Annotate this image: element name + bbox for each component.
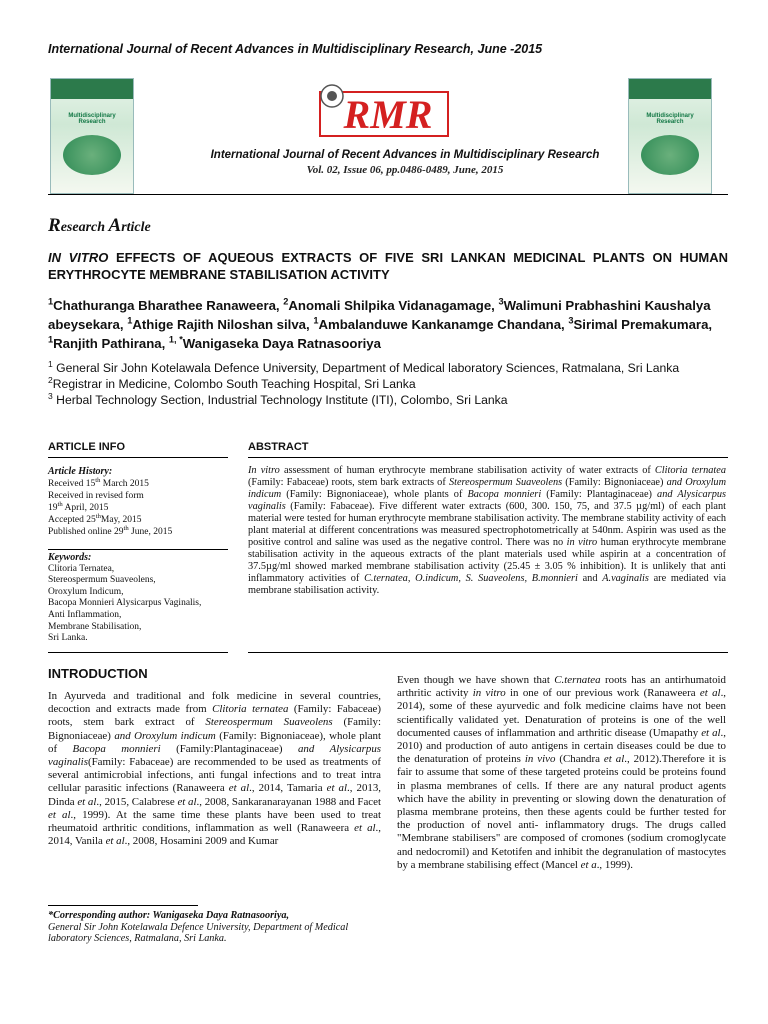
author-name: Chathuranga Bharathee Ranaweera, xyxy=(53,298,284,313)
journal-cover-right xyxy=(628,78,712,194)
keywords-label: Keywords: xyxy=(48,552,92,563)
keyword-item: Oroxylum Indicum, xyxy=(48,586,124,597)
author-name: Walimuni Prabhashini Kaushalya abeysekara, xyxy=(48,298,711,332)
abstract-text: In vitro assessment of human erythrocyte membrane stabilisation activity of water extracts of Clitoria ternatea (Family: Fabaceae) roots, stem bark extracts of Stereospermum Suaveolens (Family: Bignoniaceae) and Oroxylum indicum (Family: Bignoniaceae), whole plants of Bacopa monnieri (Family: Plantaginaceae) and Alysicarpus vaginalis (Family: Fabaceae). Five different water extracts (600, 300. 150, 75, and 37.5 µg/ml) of each plant material were tested for human erythrocyte membrane stabilisation activity. The membrane stability activity of each plant material at different concentrations was measured spectrophotometrically at 540nm. Aspirin was used as the positive control and saline was used as the negative control. There was no in vitro human erythrocyte membrane stabilisation activity in the aqueous extracts of the plant materials used while aspirin at a concentration of 37.5µg/ml showed marked membrane stabilisation activity (25.45 ± 3.05 % inhibition). It is unlikely that anti inflammatory activities of C.ternatea, O.indicum, S. Suaveolens, B.monnieri and A.vaginalis are mediated via membrane stabilisation activity. xyxy=(248,465,727,596)
abstract-bottom-rule xyxy=(248,652,728,653)
history-received: Received 15th March 2015 xyxy=(48,476,149,489)
info-bottom-rule xyxy=(48,652,228,653)
history-accepted: Accepted 25thMay, 2015 xyxy=(48,512,142,525)
cover-left-title: Multidisciplinary Research xyxy=(68,113,116,125)
author-sup: 1, * xyxy=(168,334,183,345)
author-list xyxy=(48,296,738,353)
title-italic: IN VITRO xyxy=(48,250,109,265)
introduction-right-column: Even though we have shown that C.ternatea roots has an antirhumatoid arthritic activity in vitro in one of our previous work (Ranaweera et al., 2014), some of these ayurvedic and folk medicine claims have not been scientifically validated yet. Denaturation of proteins is one of the well documented causes of inflammation and arthritic disease (Umapathy et al., 2010) and production of auto antigens in certain diseases could be due to the denaturation of proteins in vivo (Chandra et al., 2012).Therefore it is fair to assume that some of these targeted proteins could be proteins found in plasma membranes of cells. If there are any natural product agents which have the ability in preventing or slowing down the denaturation of plasma membrane proteins, then these agents could be further tested for the production of novel anti- inflammatory drugs. The drugs called "Membrane stabilisers" are composed of cromones (sodium cromoglycate and nedocromil) and Ketotifen and inhibit the degranulation of mastocytes by a membrane stabilising effect (Mancel et a., 1999). xyxy=(397,674,727,871)
author-sup: 1 xyxy=(48,296,54,307)
paper-title xyxy=(48,249,728,283)
history-revised-date: 19th April, 2015 xyxy=(48,500,109,513)
keyword-item: Bacopa Monnieri Alysicarpus Vaginalis, xyxy=(48,598,202,609)
logo-text: RMR xyxy=(343,92,433,137)
section-a: A xyxy=(108,215,122,236)
journal-title: International Journal of Recent Advances in Multidisciplinary Research xyxy=(210,149,600,161)
author-name: Ambalanduwe Kankanamge Chandana, xyxy=(318,317,569,332)
author-sup: 1 xyxy=(313,315,319,326)
keyword-item: Clitoria Ternatea, xyxy=(48,563,115,574)
keyword-item: Stereospermum Suaveolens, xyxy=(48,575,156,586)
journal-volume: Vol. 02, Issue 06, pp.0486-0489, June, 2015 xyxy=(306,164,504,176)
introduction-heading: INTRODUCTION xyxy=(48,666,148,681)
author-name: Sirimal Premakumara, xyxy=(573,317,713,332)
journal-logo xyxy=(316,82,452,146)
affiliation-item xyxy=(48,392,728,408)
author-sup: 1 xyxy=(48,334,54,345)
section-r: R xyxy=(48,215,61,236)
affiliation-sup: 3 xyxy=(48,390,53,401)
affiliation-sup: 2 xyxy=(48,374,53,385)
footnote-text: General Sir John Kotelawala Defence University, Department of Medical laboratory Sciences, Ratmalana, Sri Lanka. xyxy=(48,921,349,945)
running-header: International Journal of Recent Advances in Multidisciplinary Research, June -2015 xyxy=(48,42,543,56)
history-online: Published online 29th June, 2015 xyxy=(48,524,173,537)
keyword-item: Anti Inflammation, xyxy=(48,609,122,620)
affiliation-text: General Sir John Kotelawala Defence University, Department of Medical laboratory Sciences, Ratmalana, Sri Lanka xyxy=(52,361,680,375)
corresponding-author-footnote xyxy=(48,910,383,945)
author-sup: 2 xyxy=(283,296,289,307)
affiliation-item xyxy=(48,360,728,376)
author-name: Ranjith Pathirana, xyxy=(53,336,169,351)
header-rule xyxy=(48,194,728,195)
author-name: Athige Rajith Niloshan silva, xyxy=(132,317,314,332)
affiliation-item xyxy=(48,376,728,392)
keyword-item: Sri Lanka. xyxy=(48,633,88,644)
footnote-rule xyxy=(48,905,198,906)
author-sup: 3 xyxy=(568,315,574,326)
history-revised: Received in revised form xyxy=(48,491,144,501)
cover-right-title: Multidisciplinary Research xyxy=(646,113,694,125)
article-history xyxy=(48,466,228,538)
affiliations xyxy=(48,360,728,408)
section-rticle: rticle xyxy=(121,220,151,235)
author-name: Wanigaseka Daya Ratnasooriya xyxy=(182,336,381,351)
affiliation-text: Herbal Technology Section, Industrial Technology Institute (ITI), Colombo, Sri Lanka xyxy=(52,393,508,407)
footnote-label: *Corresponding author: Wanigaseka Daya Ratnasooriya, xyxy=(48,910,290,921)
journal-cover-left xyxy=(50,78,134,194)
title-rest: EFFECTS OF AQUEOUS EXTRACTS OF FIVE SRI LANKAN MEDICINAL PLANTS ON HUMAN ERYTHROCYTE MEMBRANE STABILISATION ACTIVITY xyxy=(48,250,728,282)
keyword-item: Membrane Stabilisation, xyxy=(48,621,142,632)
affiliation-text: Registrar in Medicine, Colombo South Teaching Hospital, Sri Lanka xyxy=(52,377,416,391)
author-sup: 1 xyxy=(127,315,133,326)
section-label xyxy=(48,215,151,237)
history-label: Article History: xyxy=(48,466,113,477)
keywords xyxy=(48,549,228,645)
affiliation-sup: 1 xyxy=(48,358,53,369)
article-info-heading: ARTICLE INFO xyxy=(48,441,228,458)
section-esearch: esearch xyxy=(60,220,109,235)
introduction-left-column: In Ayurveda and traditional and folk medicine in several countries, decoction and extracts made from Clitoria ternatea (Family: Fabaceae) roots, stem bark extract of Stereospermum Suaveolens (Family: Bignoniaceae) and Oroxylum indicum (Family: Bignoniaceae), whole plant of Bacopa monnieri (Family:Plantaginaceae) and Alysicarpus vaginalis(Family: Fabaceae) are recommended to be used as treatments of several antimicrobial infections, anti fungal infections and to treat intra cellular parasitic infections (Ranaweera et al., 2014, Tamaria et al., 2013, Dinda et al., 2015, Calabrese et al., 2008, Sankaranarayanan 1988 and Facet et al., 1999). At the same time these plants have been used to treat rheumatoid arthritic conditions, inflammation as well (Ranaweera et al., 2014, Vanila et al., 2008, Hosamini 2009 and Kumar xyxy=(48,690,382,848)
author-sup: 3 xyxy=(498,296,504,307)
abstract-heading: ABSTRACT xyxy=(248,441,728,458)
author-name: Anomali Shilpika Vidanagamage, xyxy=(288,298,499,313)
